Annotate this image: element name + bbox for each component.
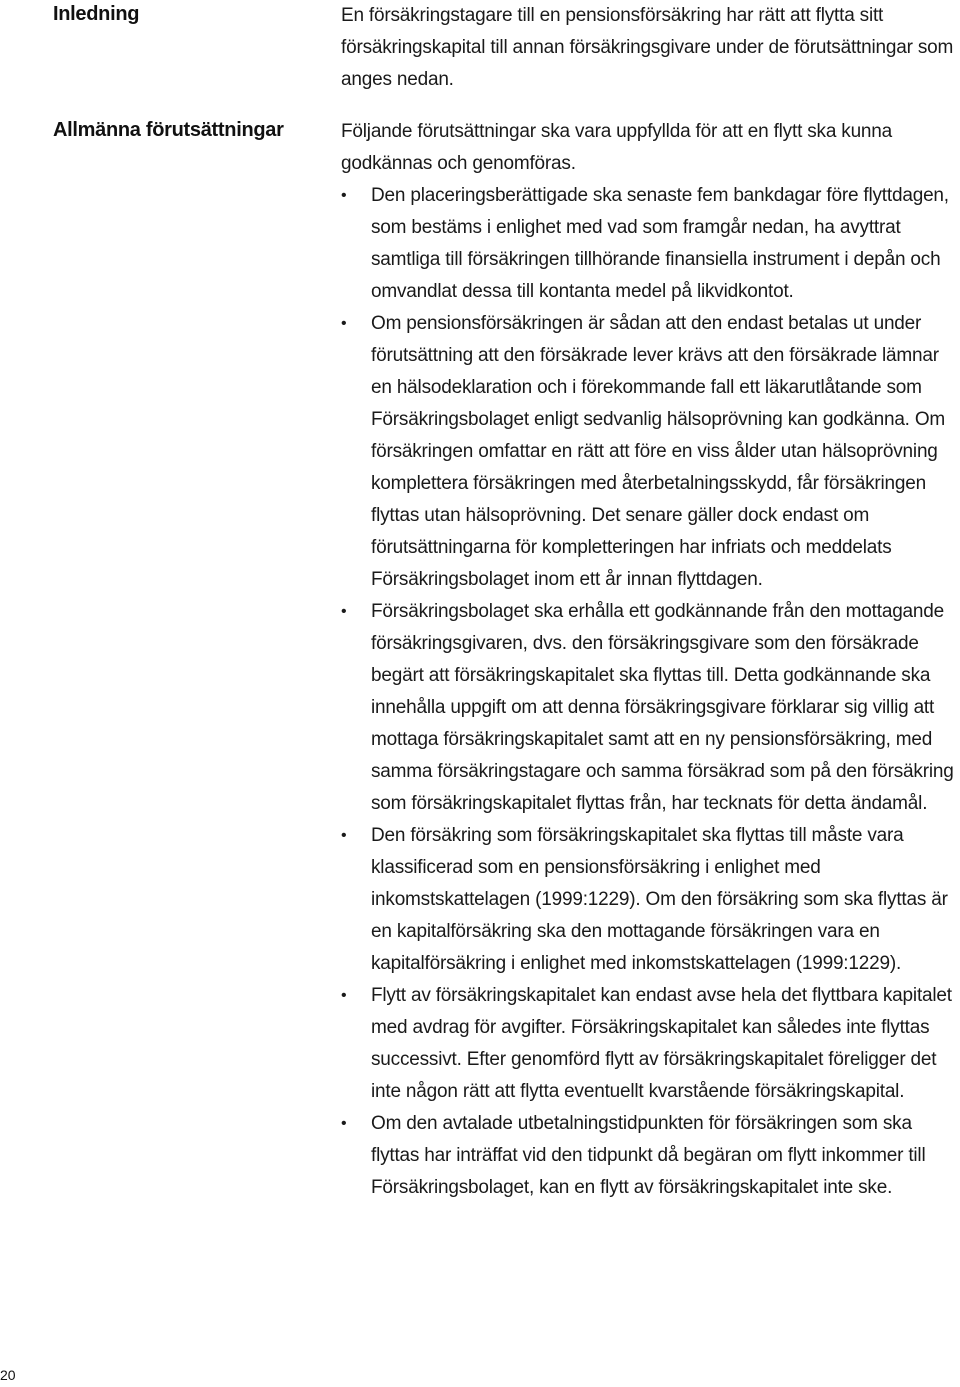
section-body-general <box>341 116 957 1204</box>
list-item <box>341 596 957 820</box>
list-item <box>341 180 957 308</box>
section-heading-intro: Inledning <box>53 3 140 25</box>
list-item <box>341 820 957 980</box>
bullet-icon: • <box>341 315 347 332</box>
list-item-text: Flytt av försäkringskapitalet kan endast avse hela det flyttbara kapitalet med avdrag för avgifter. Försäkringskapitalet kan således inte flyttas successivt. Efter genomförd flytt av försäkringskapitalet föreligger det inte någon rätt att flytta eventuellt kvarstående försäkringskapital. <box>371 985 952 1102</box>
list-item-text: Den försäkring som försäkringskapitalet ska flyttas till måste vara klassificerad som en pensionsförsäkring i enlighet med inkomstskattelagen (1999:1229). Om den försäkring som ska flyttas är en kapitalförsäkring ska den mottagande försäkringen vara en kapitalförsäkring i enlighet med inkomstskattelagen (1999:1229). <box>371 825 948 974</box>
intro-paragraph: En försäkringstagare till en pensionsförsäkring har rätt att flytta sitt försäkringskapital till annan försäkringsgivare under de förutsättningar som anges nedan. <box>341 5 954 90</box>
bullet-icon: • <box>341 187 347 204</box>
list-item <box>341 1108 957 1204</box>
section-heading-general: Allmänna förutsättningar <box>53 119 284 141</box>
list-item-text: Försäkringsbolaget ska erhålla ett godkännande från den mottagande försäkringsgivaren, dvs. den försäkringsgivare som den försäkrade begärt att försäkringskapitalet ska flyttas till. Detta godkännande ska innehålla uppgift om att denna försäkringsgivare förklarar sig villig att mottaga försäkringskapitalet samt att en ny pensionsförsäkring, med samma försäkringstagare och samma försäkrad som på den försäkring som försäkringskapitalet flyttas från, har tecknats för detta ändamål. <box>371 601 954 814</box>
list-item-text: Om den avtalade utbetalningstidpunkten för försäkringen som ska flyttas har inträffat vid den tidpunkt då begäran om flytt inkommer till Försäkringsbolaget, kan en flytt av försäkringskapitalet inte ske. <box>371 1113 926 1198</box>
bullet-icon: • <box>341 827 347 844</box>
list-item-text: Den placeringsberättigade ska senaste fem bankdagar före flyttdagen, som bestäms i enlighet med vad som framgår nedan, ha avyttrat samtliga till försäkringen tillhörande finansiella instrument i depån och omvandlat dessa till kontanta medel på likvidkontot. <box>371 185 949 302</box>
bullet-icon: • <box>341 987 347 1004</box>
list-item <box>341 308 957 596</box>
bullet-icon: • <box>341 603 347 620</box>
general-lead-paragraph: Följande förutsättningar ska vara uppfyllda för att en flytt ska kunna godkännas och genomföras. <box>341 121 893 174</box>
page-number: 20 <box>0 1367 16 1383</box>
bullet-icon: • <box>341 1115 347 1132</box>
conditions-list <box>341 180 957 1204</box>
section-body-intro <box>341 0 957 96</box>
list-item-text: Om pensionsförsäkringen är sådan att den endast betalas ut under förutsättning att den försäkrade lever krävs att den försäkrade lämnar en hälsodeklaration och i förekommande fall ett läkarutlåtande som Försäkringsbolaget enligt sedvanlig hälsoprövning kan godkänna. Om försäkringen omfattar en rätt att före en viss ålder utan hälsoprövning komplettera försäkringen med återbetalningsskydd, får försäkringen flyttas utan hälsoprövning. Det senare gäller dock endast om förutsättningarna för kompletteringen har infriats och meddelats Försäkringsbolaget inom ett år innan flyttdagen. <box>371 313 946 590</box>
list-item <box>341 980 957 1108</box>
